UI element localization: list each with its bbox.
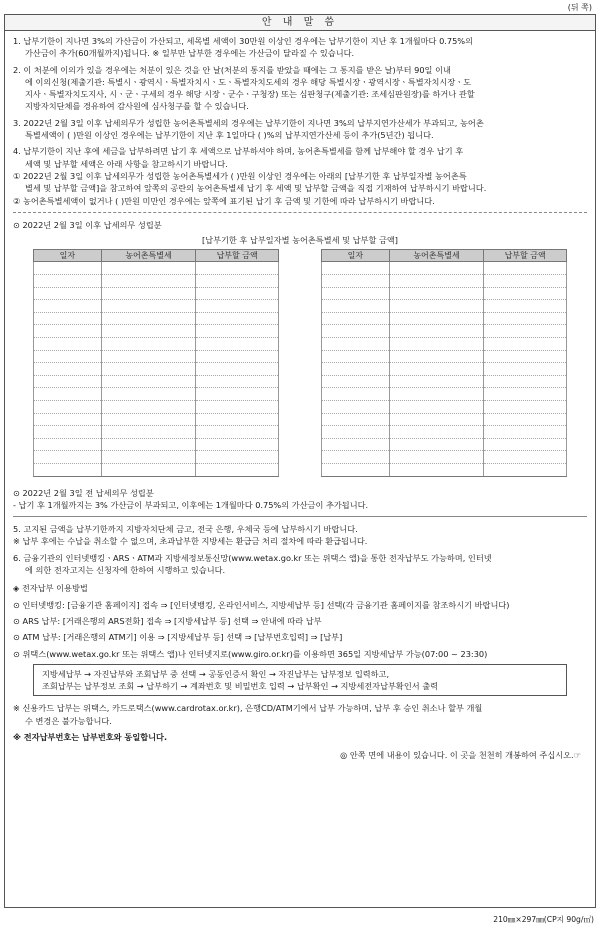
- number-note: ※ 전자납부번호는 납부번호와 동일합니다.: [13, 732, 168, 742]
- notice-4: [13, 145, 587, 206]
- table-cell: [34, 375, 102, 388]
- table-row: [322, 451, 567, 464]
- table-cell: [34, 350, 102, 363]
- text-line: 지방자치단체를 경유하여 감사원에 심사청구를 할 수 있습니다.: [25, 101, 249, 112]
- table-cell: [389, 451, 484, 464]
- text-line: 가산금이 추가(60개월까지)됩니다. ※ 일부만 납부한 경우에는 가산금이 달라질 수 있습니다.: [25, 48, 355, 59]
- table-cell: [484, 463, 567, 476]
- table-cell: [322, 300, 390, 313]
- table-cell: [389, 262, 484, 275]
- notice-2: [13, 64, 587, 113]
- table-cell: [101, 312, 196, 325]
- table-cell: [484, 400, 567, 413]
- table-cell: [101, 438, 196, 451]
- table-cell: [484, 338, 567, 351]
- table-cell: [101, 300, 196, 313]
- table-cell: [101, 363, 196, 376]
- divider: [13, 212, 587, 213]
- table-row: [322, 413, 567, 426]
- table-cell: [322, 338, 390, 351]
- table-cell: [322, 426, 390, 439]
- table-cell: [34, 463, 102, 476]
- table-cell: [484, 451, 567, 464]
- notice-3: [13, 117, 587, 142]
- table-cell: [484, 388, 567, 401]
- table-cell: [196, 262, 279, 275]
- table-cell: [389, 300, 484, 313]
- table-row: [34, 300, 279, 313]
- table-cell: [322, 400, 390, 413]
- table-cell: [196, 325, 279, 338]
- table-cell: [34, 300, 102, 313]
- table-row: [322, 375, 567, 388]
- table-cell: [196, 451, 279, 464]
- text-line: 3. 2022년 2월 3일 이후 납세의무가 성립한 농어촌특별세의 경우에는 납부기한이 지나면 3%의 납부지연가산세가 부과되고, 농어촌: [13, 117, 484, 128]
- table-cell: [196, 300, 279, 313]
- table-cell: [101, 426, 196, 439]
- notice-title: 안 내 말 씀: [5, 15, 595, 31]
- table-cell: [322, 463, 390, 476]
- table-row: [34, 262, 279, 275]
- table-row: [322, 312, 567, 325]
- table-cell: [389, 312, 484, 325]
- page-side-note: (뒤 쪽): [567, 3, 592, 12]
- table-row: [34, 426, 279, 439]
- table-cell: [196, 426, 279, 439]
- table-cell: [196, 287, 279, 300]
- table-cell: [196, 463, 279, 476]
- table-cell: [484, 375, 567, 388]
- table-cell: [322, 451, 390, 464]
- table-row: [34, 325, 279, 338]
- table-caption: [납부기한 후 납부일자별 농어촌특별세 및 납부할 금액]: [201, 235, 398, 246]
- table-row: [34, 287, 279, 300]
- table-cell: [196, 350, 279, 363]
- text-line: 특별세액이 ( )만원 이상인 경우에는 납부기한이 지난 후 1일마다 ( )%의 납부지연가산세 등이 추가(5년간) 됩니다.: [25, 130, 434, 141]
- table-cell: [484, 287, 567, 300]
- table-cell: [34, 400, 102, 413]
- text-line: 지사ㆍ특별자치도지사, 시ㆍ군ㆍ구세의 경우 해당 시장ㆍ군수ㆍ구청장) 또는 심판청구(제출기관: 조세심판원장)를 하거나 관할: [25, 89, 475, 100]
- table-cell: [196, 312, 279, 325]
- text-line: 별세 및 납부할 금액]을 참고하여 앞쪽의 공란의 농어촌특별세 납기 후 세액 및 납부할 금액을 직접 기재하여 납부하시기 바랍니다.: [25, 183, 487, 194]
- table-cell: [484, 275, 567, 288]
- table-cell: [322, 262, 390, 275]
- notice-frame: [4, 14, 596, 908]
- table-cell: [389, 438, 484, 451]
- table-cell: [484, 438, 567, 451]
- table-body: [322, 262, 567, 476]
- table-cell: [101, 350, 196, 363]
- table-cell: [389, 275, 484, 288]
- table-cell: [101, 463, 196, 476]
- table-cell: [484, 312, 567, 325]
- section-after-heading: ⊙ 2022년 2월 3일 이후 납세의무 성립분: [13, 219, 162, 230]
- text-line: 에 이의신청(제출기관: 특별시ㆍ광역시ㆍ특별자치시ㆍ도ㆍ특별자치도세의 경우 해당 특별시장ㆍ광역시장ㆍ특별자치시장ㆍ도: [25, 76, 472, 87]
- header-amount: 납부할 금액: [196, 250, 279, 262]
- epay-wetax: ⊙ 위택스(www.wetax.go.kr 또는 위택스 앱)나 인터넷지로(www.giro.or.kr)를 이용하면 365일 지방세납부 가능(07:00 ~ 23:30): [13, 648, 488, 659]
- table-header-row: [34, 250, 279, 262]
- tables-wrapper: [13, 249, 587, 476]
- table-row: [322, 426, 567, 439]
- amount-table-left: [33, 249, 279, 476]
- table-cell: [196, 413, 279, 426]
- table-cell: [389, 363, 484, 376]
- table-row: [322, 363, 567, 376]
- table-cell: [34, 338, 102, 351]
- table-cell: [196, 338, 279, 351]
- table-row: [322, 350, 567, 363]
- card-note: [13, 702, 587, 727]
- amount-table-right: [321, 249, 567, 476]
- table-row: [34, 338, 279, 351]
- table-cell: [34, 413, 102, 426]
- table-row: [322, 438, 567, 451]
- table-row: [322, 388, 567, 401]
- text-line: 1. 납부기한이 지나면 3%의 가산금이 가산되고, 세목별 세액이 30만원 이상인 경우에는 납부기한이 지난 후 1개월마다 0.75%의: [13, 36, 473, 46]
- section-before-note: - 납기 후 1개월까지는 3% 가산금이 부과되고, 이후에는 1개월마다 0.75%의 가산금이 추가됩니다.: [13, 499, 369, 510]
- table-cell: [484, 413, 567, 426]
- table-cell: [484, 262, 567, 275]
- table-cell: [322, 438, 390, 451]
- table-cell: [322, 413, 390, 426]
- table-row: [322, 287, 567, 300]
- epay-steps-box: [33, 664, 567, 697]
- table-cell: [34, 275, 102, 288]
- text-line: 5. 고지된 금액을 납부기한까지 지방자치단체 금고, 전국 은행, 우체국 등에 납부하시기 바랍니다.: [13, 524, 358, 535]
- table-cell: [389, 400, 484, 413]
- table-cell: [389, 375, 484, 388]
- notice-1: [13, 35, 587, 60]
- table-cell: [101, 338, 196, 351]
- table-body: [34, 262, 279, 476]
- divider: [13, 516, 587, 517]
- table-cell: [389, 413, 484, 426]
- table-row: [322, 325, 567, 338]
- table-cell: [101, 287, 196, 300]
- table-cell: [196, 363, 279, 376]
- table-row: [34, 451, 279, 464]
- notice-6: [13, 552, 587, 577]
- table-cell: [322, 350, 390, 363]
- table-cell: [101, 275, 196, 288]
- table-row: [34, 463, 279, 476]
- table-cell: [196, 275, 279, 288]
- epay-atm: ⊙ ATM 납부: [거래은행의 ATM기] 이용 ⇒ [지방세납부 등] 선택 ⇒ [납부번호입력] ⇒ [납부]: [13, 632, 343, 643]
- table-row: [34, 275, 279, 288]
- table-cell: [389, 463, 484, 476]
- table-header-row: [322, 250, 567, 262]
- table-cell: [322, 363, 390, 376]
- table-cell: [34, 451, 102, 464]
- table-row: [322, 275, 567, 288]
- table-cell: [484, 300, 567, 313]
- table-cell: [101, 388, 196, 401]
- table-cell: [389, 388, 484, 401]
- table-cell: [389, 338, 484, 351]
- table-cell: [101, 262, 196, 275]
- table-row: [34, 375, 279, 388]
- text-line: ② 농어촌특별세액이 없거나 ( )만원 미만인 경우에는 앞쪽에 표기된 납기 후 금액 및 기한에 따라 납부하시기 바랍니다.: [13, 195, 435, 206]
- header-date: 일자: [322, 250, 390, 262]
- table-cell: [101, 325, 196, 338]
- table-cell: [484, 426, 567, 439]
- table-row: [34, 400, 279, 413]
- table-row: [322, 400, 567, 413]
- table-cell: [34, 438, 102, 451]
- table-cell: [322, 275, 390, 288]
- table-cell: [196, 375, 279, 388]
- text-line: 지방세납부 → 자진납부와 조회납부 중 선택 → 공동인증서 확인 → 자진납부는 납부정보 입력하고,: [42, 668, 390, 679]
- text-line: ① 2022년 2월 3일 이후 납세의무가 성립한 농어촌특별세가 ( )만원 이상인 경우에는 아래의 [납부기한 후 납부일자별 농어촌특: [13, 170, 467, 181]
- table-cell: [34, 426, 102, 439]
- header-tax: 농어촌특별세: [389, 250, 484, 262]
- table-cell: [196, 438, 279, 451]
- text-line: ※ 납부 후에는 수납을 취소할 수 없으며, 초과납부한 지방세는 환급금 처리 절차에 따라 환급됩니다.: [13, 536, 368, 547]
- table-cell: [101, 400, 196, 413]
- epay-heading: ◈ 전자납부 이용방법: [13, 583, 88, 594]
- table-cell: [196, 388, 279, 401]
- table-row: [322, 262, 567, 275]
- table-cell: [34, 262, 102, 275]
- notice-5: [13, 523, 587, 548]
- text-line: ※ 신용카드 납부는 위택스, 카드로택스(www.cardrotax.or.kr), 은행CD/ATM기에서 납부 가능하며, 납부 후 승인 취소나 할부 개월: [13, 703, 483, 714]
- table-row: [34, 363, 279, 376]
- table-cell: [34, 312, 102, 325]
- epay-internet-banking: ⊙ 인터넷뱅킹: [금융기관 홈페이지] 접속 ⇒ [인터넷뱅킹, 온라인서비스, 지방세납부 등] 선택(각 금융기관 홈페이지를 참조하시기 바랍니다): [13, 599, 510, 610]
- table-row: [34, 350, 279, 363]
- table-row: [34, 312, 279, 325]
- table-cell: [484, 350, 567, 363]
- table-cell: [101, 375, 196, 388]
- text-line: 2. 이 처분에 이의가 있을 경우에는 처분이 있은 것을 안 날(처분의 통지를 받았을 때에는 그 통지를 받은 날)부터 90일 이내: [13, 64, 451, 75]
- closing-note: ◎ 안쪽 면에 내용이 있습니다. 이 곳을 천천히 개봉하여 주십시오.☞: [340, 750, 581, 761]
- table-cell: [322, 287, 390, 300]
- notice-content: [5, 31, 595, 762]
- text-line: 6. 금융기관의 인터넷뱅킹ㆍARSㆍATM과 지방세정보통신망(www.wetax.go.kr 또는 위택스 앱)을 통한 전자납부도 가능하며, 인터넷: [13, 552, 492, 563]
- table-cell: [322, 375, 390, 388]
- table-cell: [101, 451, 196, 464]
- table-cell: [34, 325, 102, 338]
- table-cell: [389, 350, 484, 363]
- table-cell: [484, 325, 567, 338]
- table-row: [34, 388, 279, 401]
- table-row: [322, 463, 567, 476]
- table-row: [34, 438, 279, 451]
- table-cell: [34, 363, 102, 376]
- section-before-heading: ⊙ 2022년 2월 3일 전 납세의무 성립분: [13, 487, 154, 498]
- text-line: 수 변경은 불가능합니다.: [25, 715, 112, 726]
- table-cell: [196, 400, 279, 413]
- header-amount: 납부할 금액: [484, 250, 567, 262]
- table-cell: [322, 312, 390, 325]
- table-cell: [389, 287, 484, 300]
- header-tax: 농어촌특별세: [101, 250, 196, 262]
- table-row: [322, 338, 567, 351]
- table-cell: [389, 426, 484, 439]
- text-line: 4. 납부기한이 지난 후에 세금을 납부하려면 납기 후 세액으로 납부하셔야 하며, 농어촌특별세를 함께 납부해야 할 경우 납기 후: [13, 146, 464, 157]
- epay-ars: ⊙ ARS 납부: [거래은행의 ARS전화] 접속 ⇒ [지방세납부 등] 선택 ⇒ 안내에 따라 납부: [13, 615, 322, 626]
- table-row: [34, 413, 279, 426]
- text-line: 에 의한 전자고지는 신청자에 한하여 시행하고 있습니다.: [25, 565, 226, 576]
- table-cell: [34, 388, 102, 401]
- table-row: [322, 300, 567, 313]
- epay-methods: [13, 599, 587, 660]
- text-line: 조회납부는 납부정보 조회 → 납부하기 → 계좌번호 및 비밀번호 입력 → 납부확인 → 지방세전자납부확인서 출력: [42, 681, 439, 692]
- table-cell: [322, 388, 390, 401]
- header-date: 일자: [34, 250, 102, 262]
- text-line: 세액 및 납부할 세액은 아래 사항을 참고하시기 바랍니다.: [25, 158, 228, 169]
- table-cell: [34, 287, 102, 300]
- paper-spec: 210㎜×297㎜(CP지 90g/㎡): [493, 914, 594, 924]
- table-cell: [322, 325, 390, 338]
- table-cell: [389, 325, 484, 338]
- table-cell: [484, 363, 567, 376]
- table-cell: [101, 413, 196, 426]
